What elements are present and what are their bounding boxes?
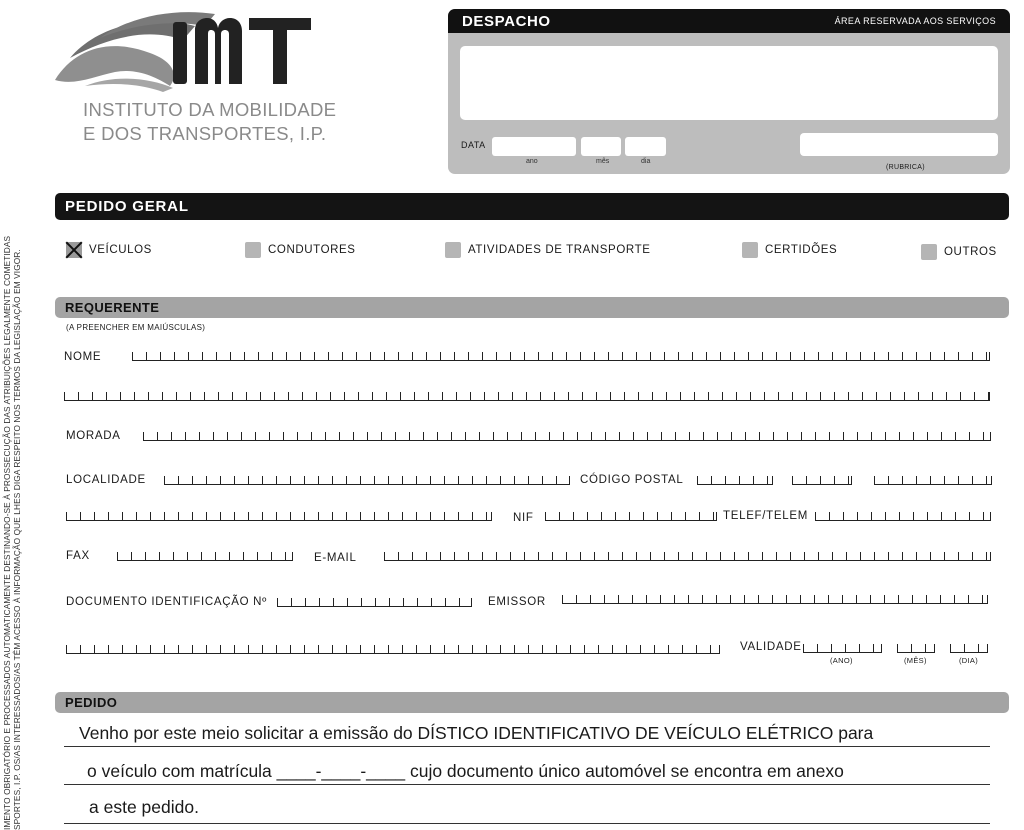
logo-text-line-2: E DOS TRANSPORTES, I.P. <box>83 123 327 144</box>
nome-label: NOME <box>64 351 102 363</box>
checkbox-certidoes[interactable] <box>742 241 837 259</box>
despacho-rubrica-label: (RUBRICA) <box>886 164 925 171</box>
despacho-text-area[interactable] <box>460 46 998 120</box>
checkbox-condutores-label: CONDUTORES <box>268 244 356 256</box>
pedido-text-line-3: a este pedido. <box>89 797 199 817</box>
despacho-dia-field[interactable] <box>625 137 666 156</box>
side-legal-text <box>0 190 24 830</box>
codigo-postal-field-2[interactable] <box>792 476 852 485</box>
validade-mes-label: (MÊS) <box>904 656 927 665</box>
nome-field[interactable] <box>132 352 990 361</box>
documento-field-line-2[interactable] <box>66 645 720 654</box>
checkbox-condutores-box[interactable] <box>245 242 261 258</box>
validade-ano-field[interactable] <box>803 644 882 653</box>
fax-field[interactable] <box>117 552 293 561</box>
morada-label: MORADA <box>66 430 121 442</box>
despacho-rubrica-field[interactable] <box>800 133 998 156</box>
codigo-postal-field-1[interactable] <box>697 476 773 485</box>
checkbox-outros[interactable] <box>921 243 997 261</box>
checkbox-outros-box[interactable] <box>921 244 937 260</box>
localidade-field-line-2[interactable] <box>66 512 492 521</box>
fax-label: FAX <box>66 550 90 562</box>
pedido-underline-2 <box>64 784 990 785</box>
pedido-underline-1 <box>64 746 990 747</box>
validade-ano-label: (ANO) <box>830 656 853 665</box>
codigo-postal-label: CÓDIGO POSTAL <box>580 474 684 486</box>
pedido-underline-3 <box>64 823 990 824</box>
checkbox-certidoes-box[interactable] <box>742 242 758 258</box>
telef-label: TELEF/TELEM <box>723 510 809 522</box>
side-legal-line-1: IMENTO OBRIGATÓRIO E PROCESSADOS AUTOMATICAMENTE DESTINANDO-SE À PROSSECUÇÃO DAS ATRIBUIÇÕES LEGALMENTE COMETIDAS <box>2 235 12 830</box>
checkbox-atividades-box[interactable] <box>445 242 461 258</box>
documento-field[interactable] <box>277 598 472 607</box>
telef-field[interactable] <box>815 512 991 521</box>
despacho-header <box>448 9 1010 33</box>
pedido-header: PEDIDO <box>55 692 1009 713</box>
validade-dia-label: (DIA) <box>959 656 978 665</box>
checkbox-veiculos[interactable] <box>66 241 152 259</box>
imt-logo-mark <box>55 8 325 98</box>
checkbox-certidoes-label: CERTIDÕES <box>765 244 838 256</box>
checkbox-atividades[interactable] <box>445 241 650 259</box>
side-legal-line-2: SPORTES, I.P. OS/AS INTERESSADOS/AS TÊM ACESSO À INFORMAÇÃO QUE LHES DIGA RESPEITO NOS TERMOS DA LEGISLAÇÃO EM VIGOR. <box>12 249 22 830</box>
requerente-header: REQUERENTE <box>55 297 1009 318</box>
checkbox-atividades-label: ATIVIDADES DE TRANSPORTE <box>468 244 651 256</box>
imt-logo <box>55 8 337 148</box>
despacho-mes-field[interactable] <box>581 137 621 156</box>
morada-field[interactable] <box>143 432 991 441</box>
despacho-reserved-label: ÁREA RESERVADA AOS SERVIÇOS <box>834 16 996 26</box>
emissor-label: EMISSOR <box>488 596 546 608</box>
checkbox-veiculos-label: VEÍCULOS <box>89 244 152 256</box>
email-label: E-MAIL <box>314 552 357 564</box>
despacho-ano-field[interactable] <box>492 137 576 156</box>
pedido-text-line-1: Venho por este meio solicitar a emissão do DÍSTICO IDENTIFICATIVO DE VEÍCULO ELÉTRICO para <box>79 723 874 743</box>
despacho-title: DESPACHO <box>462 12 551 30</box>
localidade-label: LOCALIDADE <box>66 474 146 486</box>
validade-label: VALIDADE <box>740 641 802 653</box>
logo-text-line-1: INSTITUTO DA MOBILIDADE <box>83 99 337 120</box>
despacho-ano-label: ano <box>526 158 538 165</box>
pedido-text-line-2: o veículo com matrícula ____-____-____ cujo documento único automóvel se encontra em anexo <box>87 761 844 781</box>
email-field[interactable] <box>384 552 991 561</box>
nif-field[interactable] <box>545 512 717 521</box>
despacho-mes-label: mês <box>596 158 610 165</box>
despacho-data-label: DATA <box>461 140 486 150</box>
codigo-postal-field-3[interactable] <box>874 476 992 485</box>
validade-mes-field[interactable] <box>897 644 935 653</box>
requerente-note: (A PREENCHER EM MAIÚSCULAS) <box>66 323 206 332</box>
checkbox-outros-label: OUTROS <box>944 246 997 258</box>
pedido-geral-header: PEDIDO GERAL <box>55 193 1009 220</box>
documento-label: DOCUMENTO IDENTIFICAÇÃO Nº <box>66 596 268 608</box>
checkbox-veiculos-box[interactable] <box>66 242 82 258</box>
nif-label: NIF <box>513 512 534 524</box>
validade-dia-field[interactable] <box>950 644 988 653</box>
emissor-field[interactable] <box>562 595 988 604</box>
checkbox-condutores[interactable] <box>245 241 356 259</box>
localidade-field[interactable] <box>164 476 570 485</box>
despacho-dia-label: dia <box>641 158 651 165</box>
despacho-panel <box>448 9 1010 174</box>
nome-field-line-2[interactable] <box>64 392 990 401</box>
